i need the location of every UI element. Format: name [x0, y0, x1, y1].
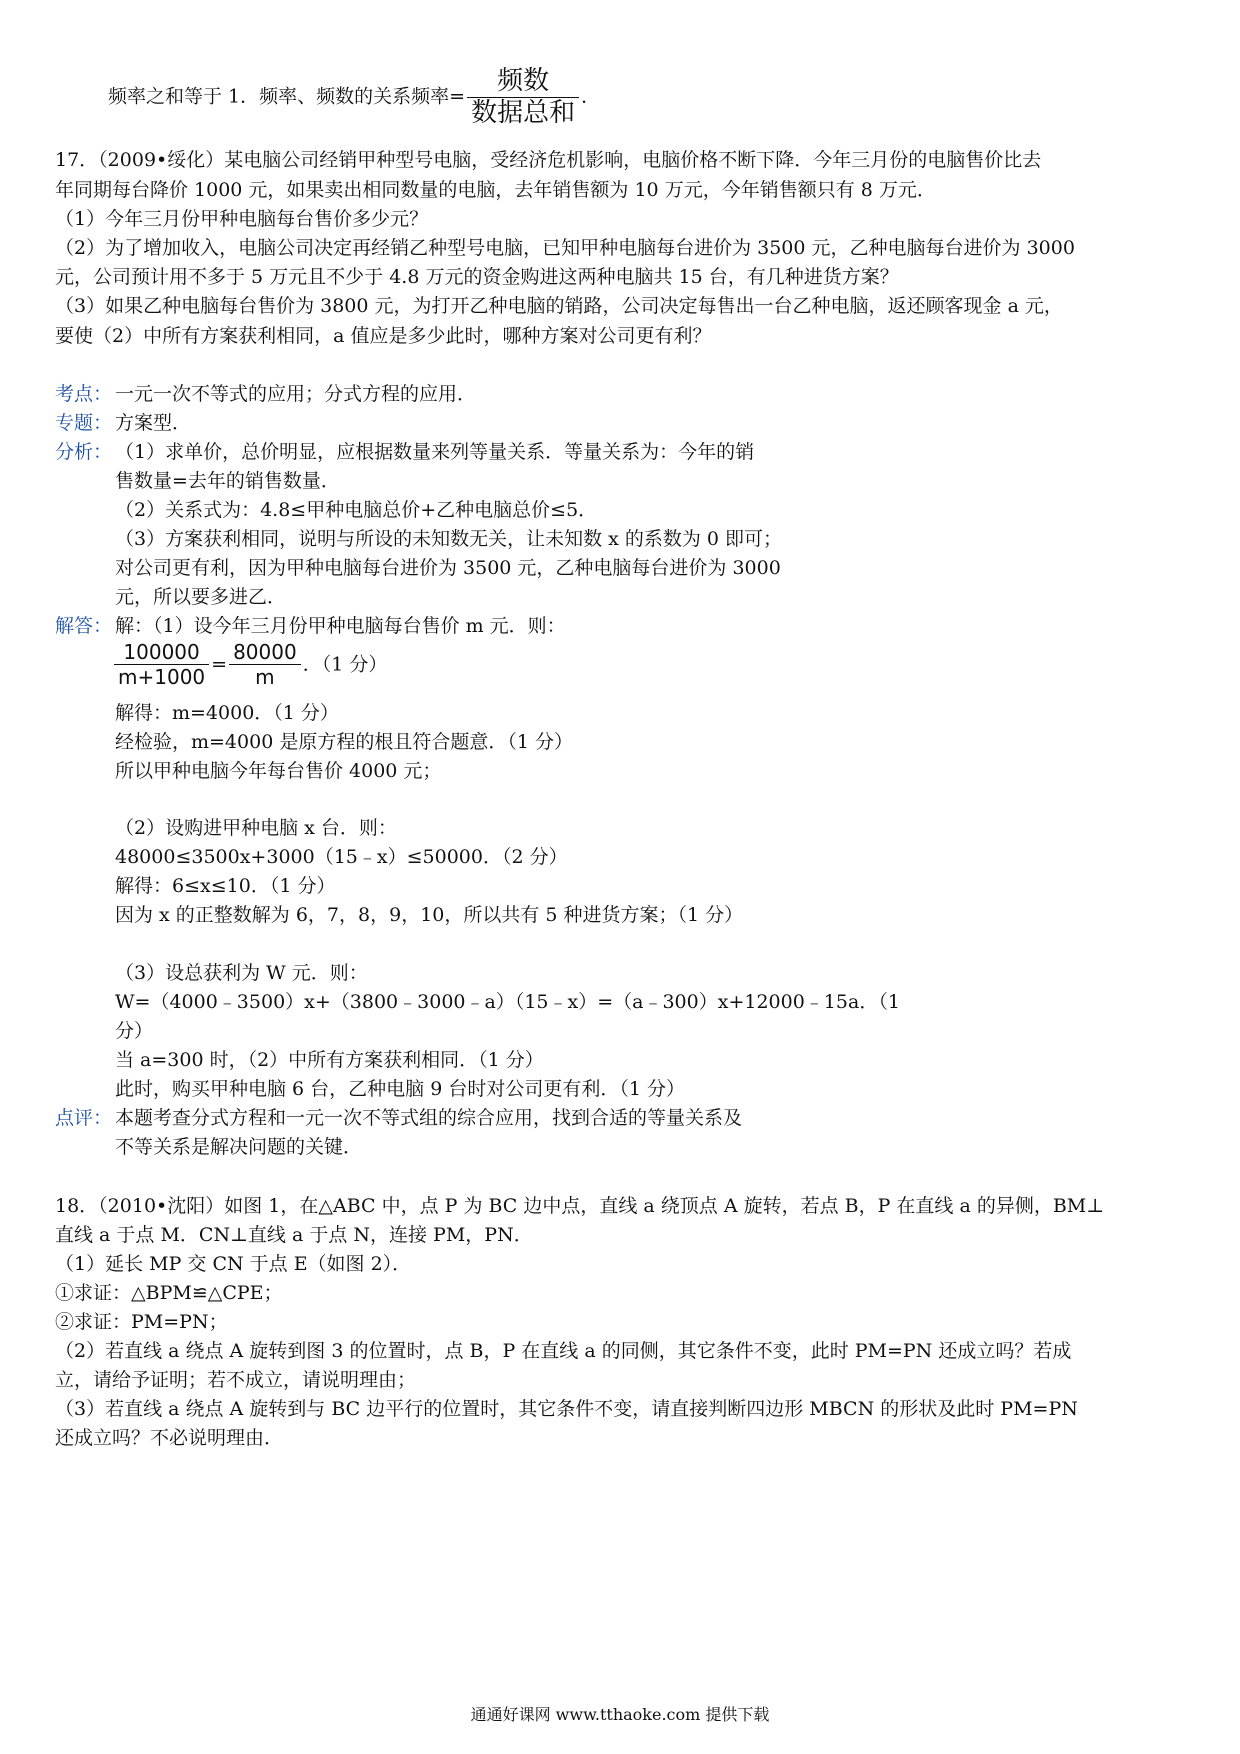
q17-line: 年同期每台降价 1000 元，如果卖出相同数量的电脑，去年销售额为 10 万元，今年销售额只有 8 万元．	[55, 179, 936, 201]
fenxi-line: 对公司更有利，因为甲种电脑每台进价为 3500 元，乙种电脑每台进价为 3000	[115, 557, 781, 579]
q17-line: （1）今年三月份甲种电脑每台售价多少元？	[55, 208, 429, 230]
jieda-line: 经检验，m=4000 是原方程的根且符合题意．（1 分）	[115, 731, 573, 753]
frequency-relation-prefix: 频率之和等于 1．频率、频数的关系频率=	[108, 85, 466, 108]
q17-line: （2）为了增加收入，电脑公司决定再经销乙种型号电脑，已知甲种电脑每台进价为 3500 元，乙种电脑每台进价为 3000	[55, 237, 1075, 259]
jieda-line: 此时，购买甲种电脑 6 台，乙种电脑 9 台时对公司更有利．（1 分）	[115, 1078, 685, 1100]
jieda-line: （3）设总获利为 W 元．则：	[115, 962, 368, 984]
label-fenxi: 分析：	[55, 441, 113, 463]
jieda-line: 解得：6≤x≤10．（1 分）	[115, 875, 336, 897]
dianping-line: 不等关系是解决问题的关键．	[115, 1136, 363, 1158]
fenxi-line: 售数量=去年的销售数量．	[115, 470, 340, 492]
q18-line: ①求证：△BPM≌△CPE；	[55, 1282, 283, 1304]
fraction-numerator: 频数	[467, 66, 579, 98]
q17-line: 17．（2009•绥化）某电脑公司经销甲种型号电脑，受经济危机影响，电脑价格不断下降．今年三月份的电脑售价比去	[55, 149, 1042, 171]
q17-line: （3）如果乙种电脑每台售价为 3800 元，为打开乙种电脑的销路，公司决定每售出一台乙种电脑，返还顾客现金 a 元，	[55, 295, 1063, 317]
q18-line: （2）若直线 a 绕点 A 旋转到图 3 的位置时，点 B，P 在直线 a 的同侧，其它条件不变，此时 PM=PN 还成立吗？若成	[55, 1340, 1072, 1362]
q18-line: 18．（2010•沈阳）如图 1，在△ABC 中，点 P 为 BC 边中点，直线 a 绕顶点 A 旋转，若点 B，P 在直线 a 的异侧，BM⊥	[55, 1195, 1105, 1217]
jieda-line: 因为 x 的正整数解为 6，7，8，9，10，所以共有 5 种进货方案；（1 分）	[115, 904, 744, 926]
label-kaodian: 考点：	[55, 383, 113, 405]
frequency-fraction	[467, 66, 579, 129]
zhuanti-text: 方案型．	[115, 412, 192, 434]
jieda-intro: 解：（1）设今年三月份甲种电脑每台售价 m 元．则：	[115, 615, 566, 637]
q18-line: 直线 a 于点 M．CN⊥直线 a 于点 N，连接 PM，PN．	[55, 1224, 533, 1246]
q18-line: （3）若直线 a 绕点 A 旋转到与 BC 边平行的位置时，其它条件不变，请直接判断四边形 MBCN 的形状及此时 PM=PN	[55, 1398, 1078, 1420]
fenxi-line: （1）求单价，总价明显，应根据数量来列等量关系．等量关系为：今年的销	[115, 441, 755, 463]
jieda-line: （2）设购进甲种电脑 x 台．则：	[115, 817, 397, 839]
jieda-line: 48000≤3500x+3000（15﹣x）≤50000．（2 分）	[115, 846, 568, 868]
fraction-denominator: m	[255, 665, 275, 689]
fraction-denominator: 数据总和	[471, 98, 576, 128]
frequency-relation-line	[108, 66, 600, 129]
fenxi-line: （2）关系式为：4.8≤甲种电脑总价+乙种电脑总价≤5．	[115, 499, 598, 521]
dianping-line: 本题考查分式方程和一元一次不等式组的综合应用，找到合适的等量关系及	[115, 1107, 743, 1129]
equation-right-fraction	[229, 640, 301, 689]
label-dianping: 点评：	[55, 1107, 113, 1129]
q17-line: 要使（2）中所有方案获利相同，a 值应是多少此时，哪种方案对公司更有利？	[55, 325, 712, 347]
frequency-relation-suffix: ．	[581, 85, 601, 108]
jieda-line: 分）	[115, 1020, 154, 1042]
jieda-line: 所以甲种电脑今年每台售价 4000 元；	[115, 760, 442, 782]
q18-line: 立，请给予证明；若不成立，请说明理由；	[55, 1369, 417, 1391]
equation-suffix: ．（1 分）	[302, 653, 388, 676]
jieda-line: W=（4000﹣3500）x+（3800﹣3000﹣a）（15﹣x）=（a﹣300）x+12000﹣15a．（1	[115, 991, 900, 1013]
label-jieda: 解答：	[55, 615, 113, 637]
q18-line: 还成立吗？不必说明理由．	[55, 1427, 284, 1449]
page-footer: 通通好课网 www.tthaoke.com 提供下载	[470, 1705, 770, 1724]
equals-sign: =	[211, 653, 228, 676]
label-zhuanti: 专题：	[55, 412, 113, 434]
equation-left-fraction	[114, 640, 209, 689]
q17-line: 元，公司预计用不多于 5 万元且不少于 4.8 万元的资金购进这两种电脑共 15 台，有几种进货方案？	[55, 266, 899, 288]
fenxi-line: 元，所以要多进乙．	[115, 586, 287, 608]
fraction-numerator: 100000	[114, 640, 209, 665]
jieda-line: 当 a=300 时，（2）中所有方案获利相同．（1 分）	[115, 1049, 544, 1071]
fenxi-line: （3）方案获利相同，说明与所设的未知数无关，让未知数 x 的系数为 0 即可；	[115, 528, 783, 550]
fraction-denominator: m+1000	[118, 665, 206, 689]
kaodian-text: 一元一次不等式的应用；分式方程的应用．	[115, 383, 477, 405]
q18-line: ②求证：PM=PN；	[55, 1311, 228, 1333]
jieda-line: 解得：m=4000．（1 分）	[115, 702, 339, 724]
fraction-numerator: 80000	[229, 640, 301, 665]
q18-line: （1）延长 MP 交 CN 于点 E（如图 2）．	[55, 1253, 412, 1275]
equation-line	[112, 640, 387, 689]
